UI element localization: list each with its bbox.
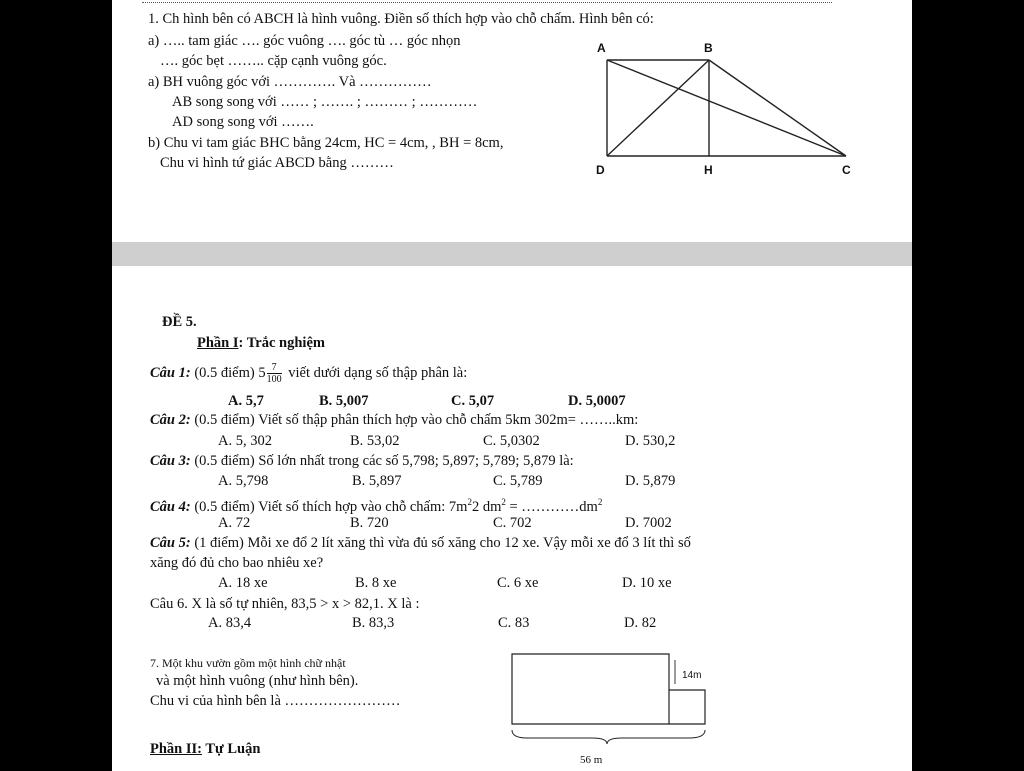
figure-line-db [607,60,709,156]
figure-label-c: C [842,163,851,177]
question-4-sup-2: 2 [501,497,506,507]
question-1-label: Câu 1: [150,365,191,381]
question-6-text: Câu 6. X là số tự nhiên, 83,5 > x > 82,1. X là : [150,596,420,612]
question-6-option-c: C. 83 [498,615,530,631]
question-1-text-after: viết dưới dạng số thập phân là: [284,365,468,381]
question-1-option-a: A. 5,7 [228,393,264,409]
question-3-text: (0.5 điểm) Số lớn nhất trong các số 5,798; 5,897; 5,789; 5,879 là: [190,453,574,469]
question-6-option-d: D. 82 [624,615,657,631]
mixed-number-fraction [267,362,282,385]
part-2-label: Phần II: [150,741,202,757]
figure-label-b: B [704,41,713,55]
question-1-line-a1: a) ….. tam giác …. góc vuông …. góc tù … góc nhọn [148,33,461,49]
document-page-2 [112,266,912,771]
question-4-text-mid: 2 dm [471,498,502,515]
question-5-option-d: D. 10 xe [622,575,672,591]
question-1-option-c: C. 5,07 [451,393,495,409]
question-3-label: Câu 3: [150,453,191,469]
question-1-line-a2: …. góc bẹt …….. cặp cạnh vuông góc. [160,53,387,69]
question-1-title: 1. Ch hình bên có ABCH là hình vuông. Điền số thích hợp vào chỗ chấm. Hình bên có: [148,11,654,27]
figure-label-a: A [597,41,606,55]
question-7-line-3: Chu vi của hình bên là …………………… [150,693,401,709]
question-4-label: Câu 4: [150,498,191,515]
question-3 [150,452,574,470]
figure-line-ac [607,60,846,156]
question-1-line-b1: b) Chu vi tam giác BHC bằng 24cm, HC = 4cm, , BH = 8cm, [148,135,504,151]
garden-figure [507,652,737,757]
question-5-option-a: A. 18 xe [218,575,268,591]
question-4-option-b: B. 720 [350,515,389,531]
question-1-option-b: B. 5,007 [319,393,369,409]
question-4 [150,493,602,516]
question-1-line-a3: a) BH vuông góc với …………. Và …………… [148,74,432,90]
question-7-line-1: 7. Một khu vườn gồm một hình chữ nhật [150,656,346,670]
question-1-line-a5: AD song song với ……. [172,114,314,130]
question-3-option-a: A. 5,798 [218,473,269,489]
dimension-56m-label: 56 m [580,754,603,766]
question-2-option-b: B. 53,02 [350,433,400,449]
question-5-option-b: B. 8 xe [355,575,397,591]
question-3-option-c: C. 5,789 [493,473,543,489]
question-5-option-c: C. 6 xe [497,575,539,591]
question-2-option-c: C. 5,0302 [483,433,540,449]
question-6-option-a: A. 83,4 [208,615,252,631]
question-6-option-b: B. 83,3 [352,615,395,631]
fraction-numerator: 7 [267,362,282,374]
question-1-text-before: (0.5 điểm) 5 [190,365,266,381]
question-5-text-2: xăng đó đủ cho bao nhiêu xe? [150,555,324,571]
question-1-option-d: D. 5,0007 [568,393,626,409]
figure-label-h: H [704,163,713,177]
question-4-option-a: A. 72 [218,515,251,531]
question-2-text: (0.5 điểm) Viết số thập phân thích hợp vào chỗ chấm 5km 302m= ……..km: [190,412,639,428]
question-1-line-a4: AB song song với …… ; ……. ; ……… ; ………… [172,94,478,110]
question-1-line-b2: Chu vi hình tứ giác ABCD bằng ……… [160,155,394,171]
part-2-heading [150,740,260,758]
dimension-14m-label: 14m [682,670,702,681]
square-figure [602,58,862,158]
garden-outline [512,654,705,724]
fraction-denominator: 100 [266,374,282,386]
document-page-1 [112,0,912,242]
question-7-line-2: và một hình vuông (như hình bên). [156,673,359,689]
figure-label-d: D [596,163,605,177]
part-2-rest: Tự Luận [201,741,261,757]
figure-line-bc [709,60,846,156]
question-4-option-c: C. 702 [493,515,532,531]
exam-title: ĐỀ 5. [162,314,197,330]
question-4-text-before: (0.5 điểm) Viết số thích hợp vào chỗ chấm: 7m [190,498,468,515]
question-4-sup-3: 2 [597,497,603,507]
question-3-option-d: D. 5,879 [625,473,676,489]
question-2 [150,411,638,429]
question-5-text-1: (1 điểm) Mỗi xe đổ 2 lít xăng thì vừa đủ số xăng cho 12 xe. Vậy mỗi xe đổ 3 lít thì số [190,535,691,551]
question-2-label: Câu 2: [150,412,191,428]
question-2-option-a: A. 5, 302 [218,433,272,449]
question-2-option-d: D. 530,2 [625,433,676,449]
question-3-option-b: B. 5,897 [352,473,402,489]
question-5-line-1 [150,534,691,552]
part-1-label: Phần I [197,335,239,351]
dimension-56m-brace [512,730,705,744]
page-top-dotted-line [142,2,832,3]
question-4-sup-1: 2 [467,497,472,507]
part-1-rest: : Trắc nghiệm [238,335,325,351]
part-1-heading [197,334,325,352]
question-4-option-d: D. 7002 [625,515,672,531]
question-1 [150,362,467,385]
question-5-label: Câu 5: [150,535,191,551]
question-4-text-after: = …………dm [505,498,598,515]
